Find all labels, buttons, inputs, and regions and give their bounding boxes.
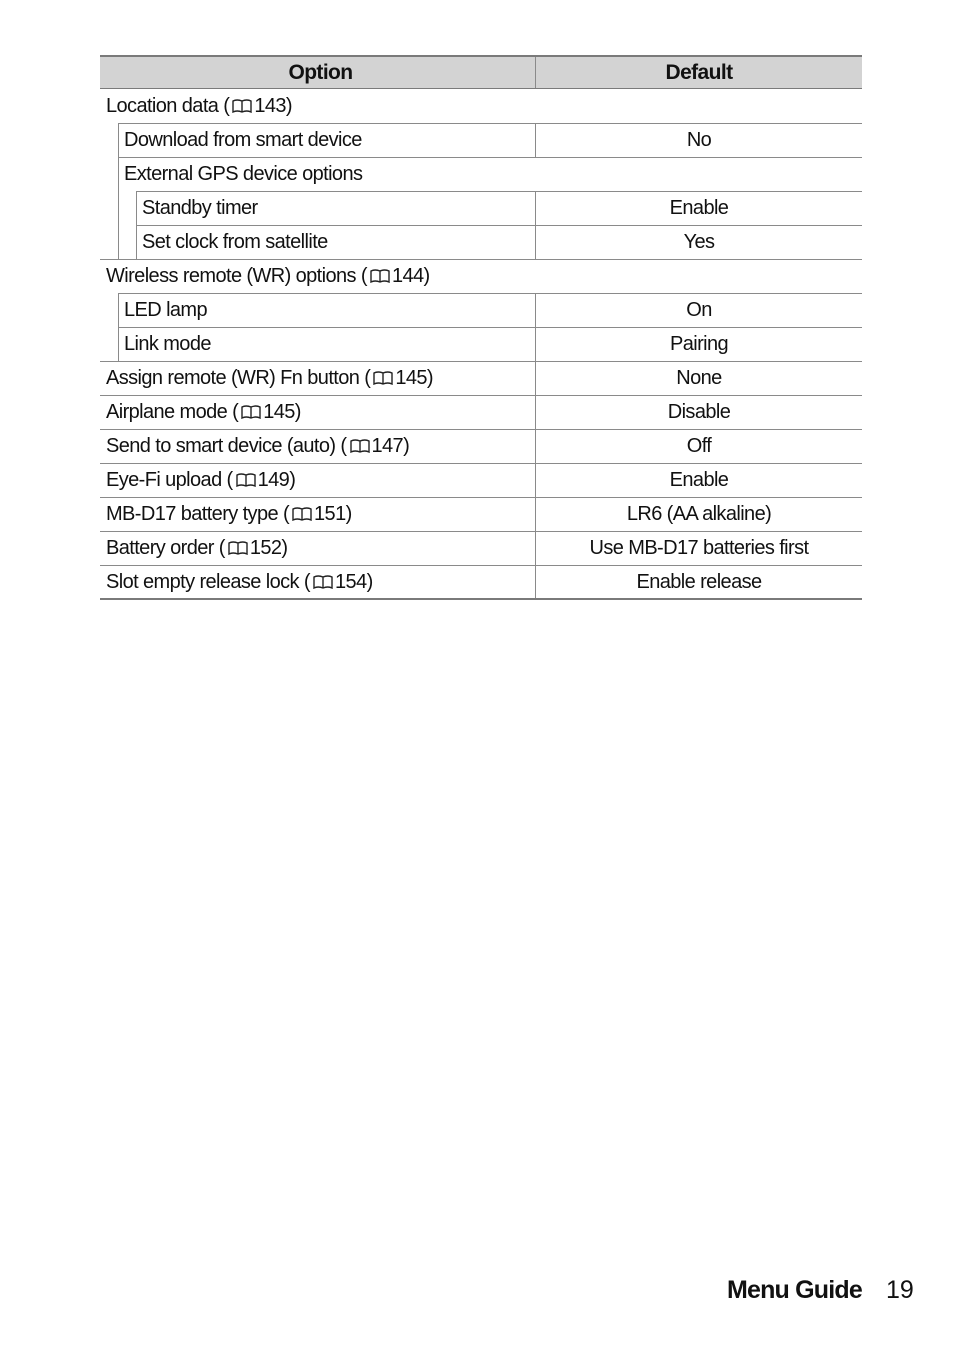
book-icon [232, 99, 252, 113]
option-label: Eye-Fi upload ( 149 ) [106, 468, 296, 491]
option-label: MB-D17 battery type ( 151 ) [106, 502, 352, 525]
header-default: Default [535, 57, 862, 88]
defaults-table [100, 55, 862, 599]
default-value: LR6 (AA alkaline) [535, 497, 862, 531]
book-icon [313, 575, 333, 589]
default-value: Enable [535, 463, 862, 497]
table-row [100, 89, 862, 123]
default-value: Use MB-D17 batteries first [535, 531, 862, 565]
default-value: Pairing [535, 327, 862, 361]
option-label: Wireless remote (WR) options ( 144 ) [106, 264, 430, 287]
default-value: Disable [535, 395, 862, 429]
book-icon [350, 439, 370, 453]
table-row [100, 191, 862, 225]
option-label: Location data ( 143 ) [106, 94, 292, 117]
book-icon [228, 541, 248, 555]
table-row [100, 157, 862, 191]
section-title: Menu Guide [726, 1276, 862, 1304]
table-row [100, 327, 862, 361]
option-label: Set clock from satellite [142, 230, 328, 253]
option-label: Standby timer [142, 196, 258, 219]
table-row [100, 463, 862, 497]
default-value: Yes [535, 225, 862, 259]
default-value: Enable [535, 191, 862, 225]
table-bottom-rule [100, 598, 862, 600]
option-label: Send to smart device (auto) ( 147 ) [106, 434, 410, 457]
table-row [100, 531, 862, 565]
book-icon [241, 405, 261, 419]
option-label: Battery order ( 152 ) [106, 536, 288, 559]
option-label: LED lamp [124, 298, 208, 321]
table-row [100, 395, 862, 429]
default-value: Off [535, 429, 862, 463]
page-number: 19 [886, 1276, 914, 1304]
option-label: Slot empty release lock ( 154 ) [106, 570, 373, 593]
default-value: None [535, 361, 862, 395]
book-icon [373, 371, 393, 385]
default-value: Enable release [535, 565, 862, 599]
table-row [100, 361, 862, 395]
table-row [100, 497, 862, 531]
option-label: External GPS device options [124, 162, 363, 185]
table-row [100, 259, 862, 293]
option-label: Assign remote (WR) Fn button ( 145 ) [106, 366, 433, 389]
table-header [100, 55, 862, 89]
book-icon [236, 473, 256, 487]
header-option: Option [288, 60, 353, 84]
table-row [100, 293, 862, 327]
table-row [100, 123, 862, 157]
book-icon [292, 507, 312, 521]
table-row [100, 429, 862, 463]
book-icon [370, 269, 390, 283]
table-row [100, 225, 862, 259]
option-label: Airplane mode ( 145 ) [106, 400, 301, 423]
default-value: No [535, 123, 862, 157]
option-label: Download from smart device [124, 128, 362, 151]
default-value: On [535, 293, 862, 327]
table-row [100, 565, 862, 599]
option-label: Link mode [124, 332, 211, 355]
